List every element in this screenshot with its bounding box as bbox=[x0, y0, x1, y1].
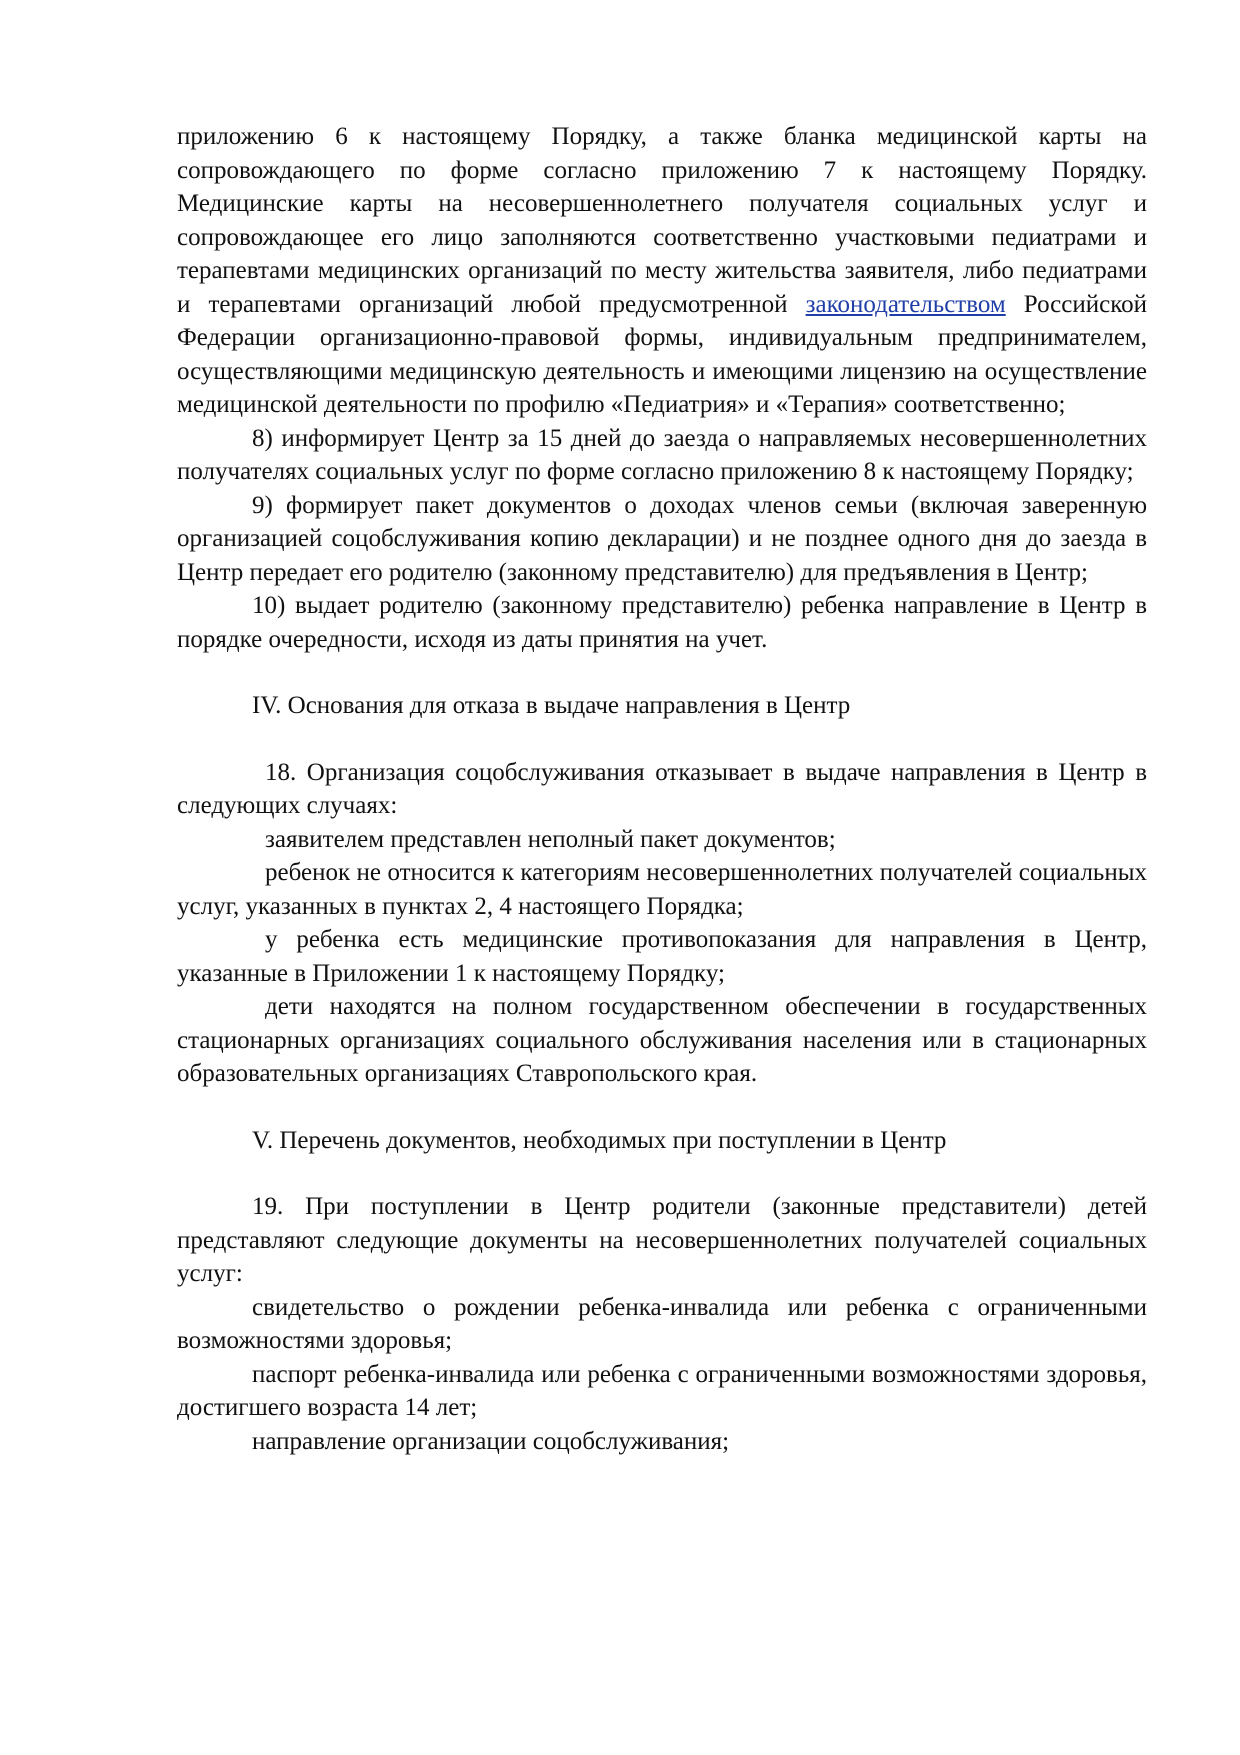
paragraph-18-item-state-support: дети находятся на полном государственном обеспечении в государственных стационарных организациях социального обслуживания населения или в стационарных образовательных организациях Ставропольского края. bbox=[177, 993, 1147, 1087]
item-10: 10) выдает родителю (законному представителю) ребенка направление в Центр в порядке очередности, исходя из даты принятия на учет. bbox=[177, 592, 1147, 653]
paragraph-18-item-category: ребенок не относится к категориям несовершеннолетних получателей социальных услуг, указанных в пунктах 2, 4 настоящего Порядка; bbox=[177, 859, 1147, 920]
paragraph-text-after-link: Российской Федерации организационно-правовой формы, индивидуальным предпринимателем, осуществляющими медицинскую деятельность и имеющими лицензию на осуществление медицинской деятельности по профилю «Педиатрия» и «Терапия» соответственно; bbox=[177, 290, 1147, 418]
paragraph-text-before-link: приложению 6 к настоящему Порядку, а также бланка медицинской карты на сопровождающего по форме согласно приложению 7 к настоящему Порядку. Медицинские карты на несовершеннолетнего получателя социальных услуг и сопровождающее его лицо заполняются соответственно участковыми педиатрами и терапевтами медицинских организаций по месту жительства заявителя, либо педиатрами и терапевтами организаций любой предусмотренной bbox=[177, 123, 1147, 318]
paragraph-18: 18. Организация соцобслуживания отказывает в выдаче направления в Центр в следующих случаях: bbox=[177, 758, 1147, 819]
paragraph-19-item-passport: паспорт ребенка-инвалида или ребенка с ограниченными возможностями здоровья, достигшего возраста 14 лет; bbox=[177, 1360, 1147, 1421]
paragraph-continuation bbox=[177, 120, 1147, 422]
paragraph-19: 19. При поступлении в Центр родители (законные представители) детей представляют следующие документы на несовершеннолетних получателей социальных услуг: bbox=[177, 1193, 1147, 1287]
legislation-link[interactable]: законодательством bbox=[805, 290, 1006, 318]
paragraph-18-item-incomplete-docs: заявителем представлен неполный пакет документов; bbox=[265, 825, 836, 853]
document-page bbox=[177, 120, 1147, 1458]
paragraph-19-item-referral: направление организации соцобслуживания; bbox=[252, 1427, 730, 1455]
section-5-heading: V. Перечень документов, необходимых при поступлении в Центр bbox=[252, 1126, 947, 1154]
item-9: 9) формирует пакет документов о доходах членов семьи (включая заверенную организацией соцобслуживания копию декларации) и не позднее одного дня до заезда в Центр передает его родителю (законному представителю) для предъявления в Центр; bbox=[177, 491, 1147, 586]
section-4-heading: IV. Основания для отказа в выдаче направления в Центр bbox=[252, 692, 851, 719]
paragraph-19-item-birth-certificate: свидетельство о рождении ребенка-инвалида или ребенка с ограниченными возможностями здоровья; bbox=[177, 1293, 1147, 1354]
paragraph-18-item-contraindications: у ребенка есть медицинские противопоказания для направления в Центр, указанные в Приложении 1 к настоящему Порядку; bbox=[177, 926, 1147, 987]
item-8: 8) информирует Центр за 15 дней до заезда о направляемых несовершеннолетних получателях социальных услуг по форме согласно приложению 8 к настоящему Порядку; bbox=[177, 424, 1147, 485]
